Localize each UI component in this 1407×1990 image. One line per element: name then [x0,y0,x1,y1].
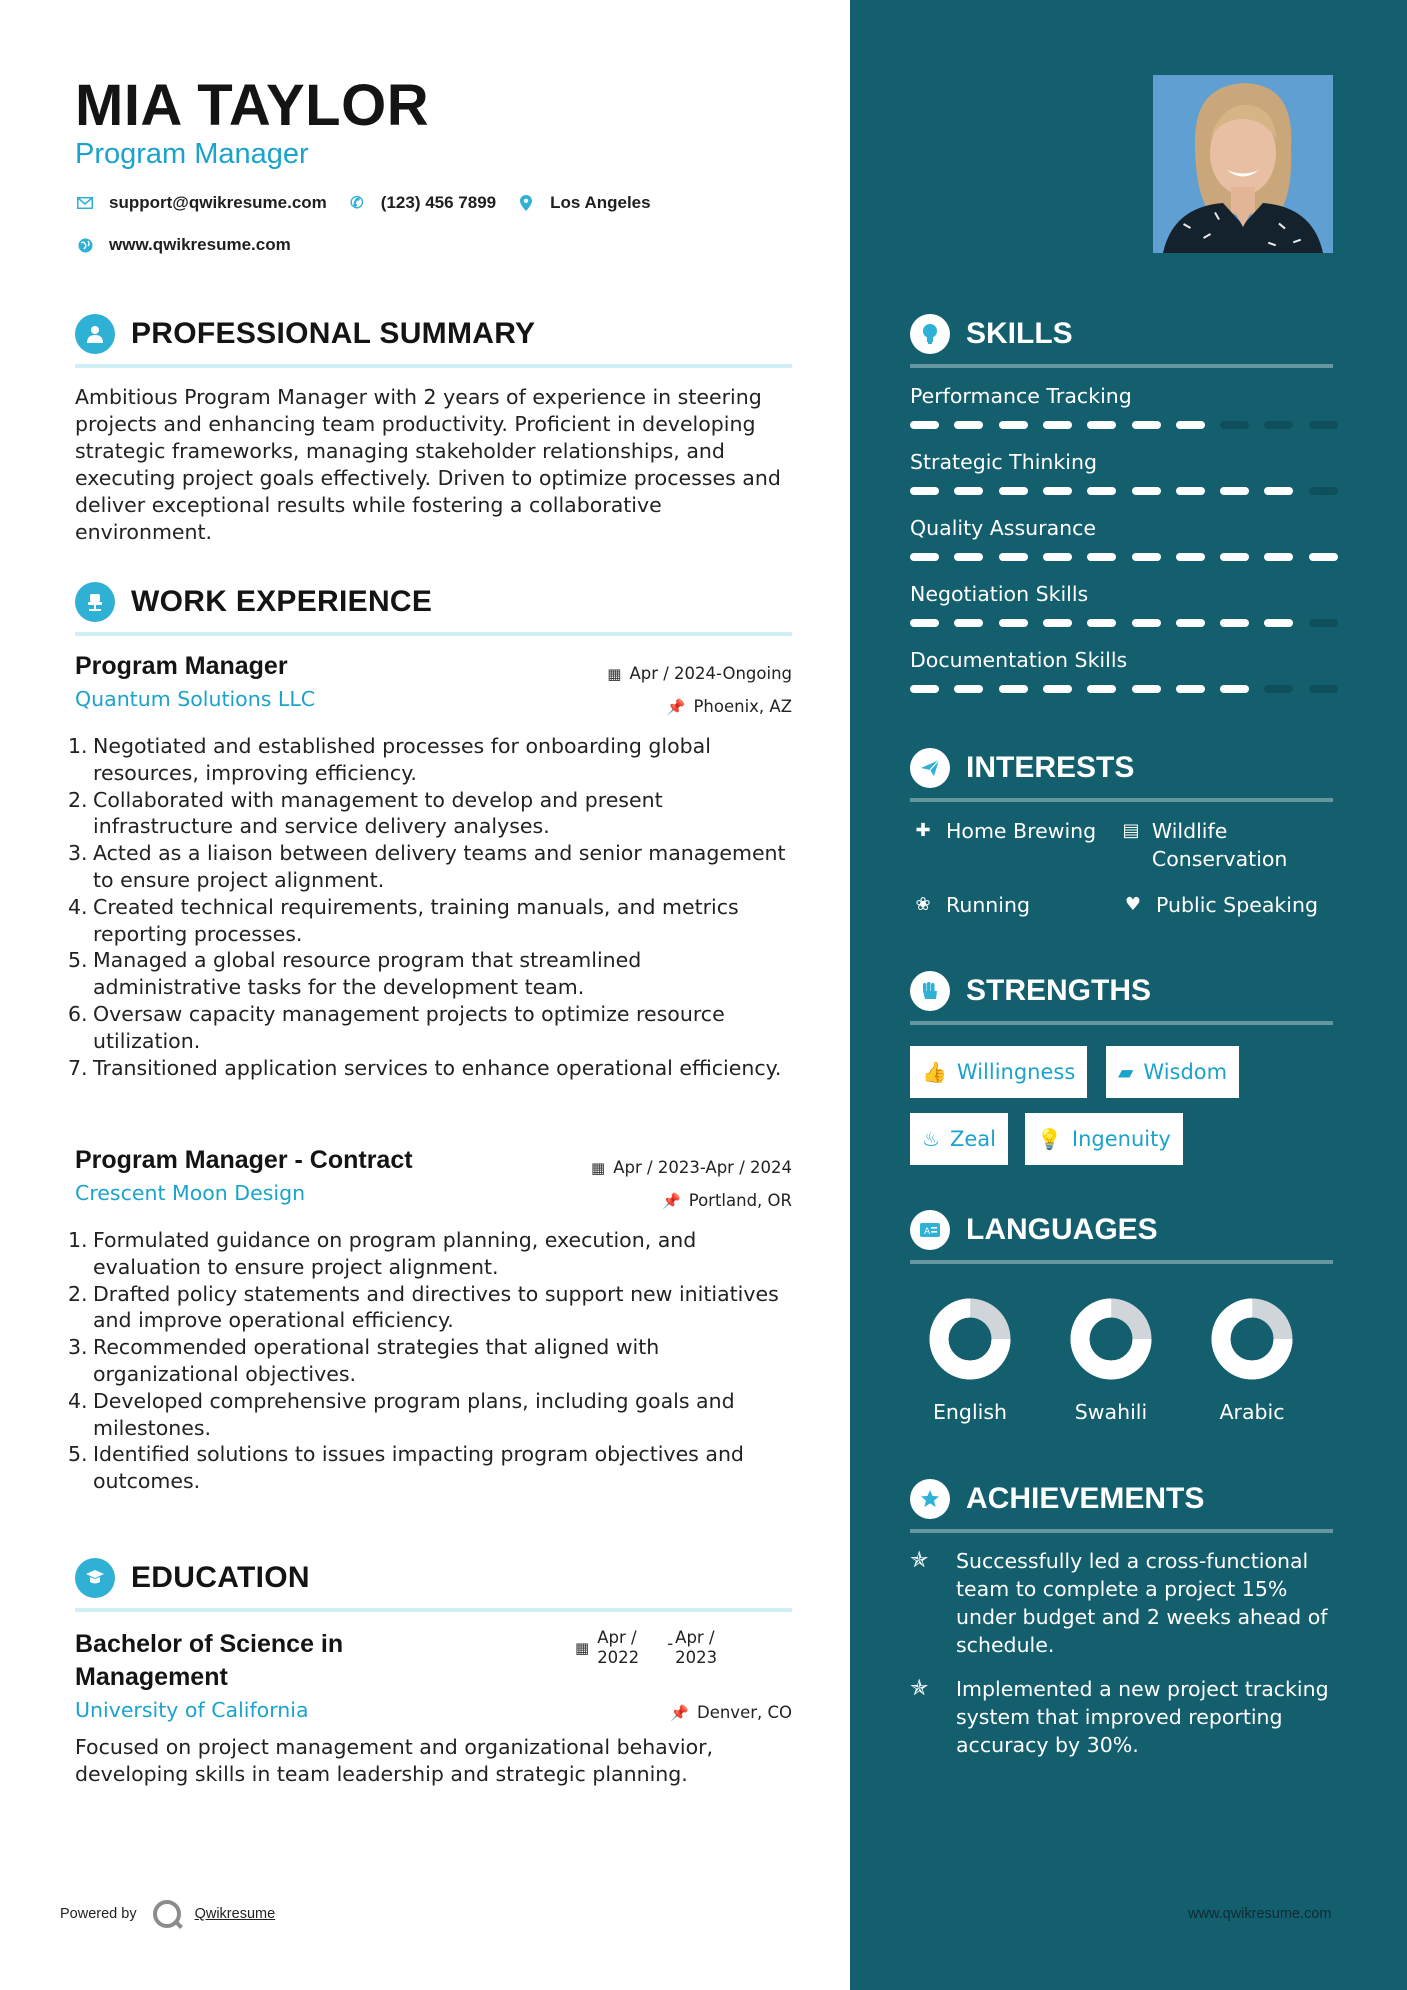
interest-label: Running [946,893,1031,917]
strength-tag [1106,1046,1239,1098]
skill-level-dash [910,619,939,627]
skill-level-dash [1087,553,1116,561]
skill-level-bar [910,553,1333,561]
skill-level-dash [1309,619,1338,627]
list-item: Drafted policy statements and directives to support new initiatives and improve operational efficiency. [93,1281,779,1333]
job-bullets [75,1227,792,1495]
language-item [910,1296,1030,1424]
skill-level-dash [1309,487,1338,495]
job-date-text: Apr / 2023-Apr / 2024 [613,1158,792,1177]
strength-label: Willingness [956,1060,1076,1084]
contact-row-1 [75,193,671,213]
pushpin-icon: 📌 [666,697,686,716]
job-title: Program Manager - Contract [75,1146,413,1174]
school-name: University of California [75,1698,309,1722]
language-ring [927,1296,1013,1382]
skill-level-bar [910,421,1333,429]
skill-level-dash [1176,421,1205,429]
qwikresume-logo-icon [153,1900,181,1928]
skill-level-dash [1220,487,1249,495]
book-icon: ▤ [1122,820,1140,841]
skills-section [910,312,1333,368]
job-entry [75,652,792,1122]
job-location [662,1191,792,1210]
language-name: Arabic [1219,1400,1285,1424]
skill-level-dash [1220,553,1249,561]
strength-tag [1025,1113,1183,1165]
lightbulb-icon [910,314,950,354]
section-divider [910,364,1333,368]
skill-item [910,450,1333,474]
contact-location [516,193,650,213]
skill-level-dash [999,619,1028,627]
skill-level-bar [910,619,1333,627]
skill-level-dash [1043,685,1072,693]
thumbs-up-icon: 👍 [922,1060,947,1084]
skill-level-dash [1176,553,1205,561]
calendar-icon: ▦ [575,1639,590,1657]
education-location [670,1703,792,1722]
section-divider [75,1608,792,1612]
skill-level-dash [1220,685,1249,693]
achievement-text: Successfully led a cross-functional team to complete a project 15% under budget and 2 weeks ahead of schedule. [956,1549,1328,1657]
map-pin-icon [516,195,536,211]
experience-section [75,580,792,636]
skill-level-dash [1132,685,1161,693]
language-card-icon [910,1210,950,1250]
list-item: Formulated guidance on program planning, execution, and evaluation to ensure project alignment. [93,1228,697,1279]
heart-pulse-icon: ♥ [1124,894,1142,915]
strengths-section [910,969,1333,1025]
list-item: Acted as a liaison between delivery teams and senior management to ensure project alignment. [93,841,786,892]
interests-heading: INTERESTS [966,751,1135,784]
skill-level-dash [1087,487,1116,495]
skill-level-dash [1087,685,1116,693]
list-item: Transitioned application services to enhance operational efficiency. [93,1055,782,1080]
skill-level-dash [1220,421,1249,429]
star-badge-icon [910,1479,950,1519]
flame-icon: ♨ [922,1127,940,1151]
interest-item [910,817,1115,845]
section-divider [75,364,792,368]
strength-tag [910,1046,1087,1098]
candidate-name: MIA TAYLOR [75,73,430,138]
job-location-text: Phoenix, AZ [693,697,792,716]
book-icon: ▰ [1118,1060,1134,1084]
job-location-text: Portland, OR [688,1191,792,1210]
languages-heading: LANGUAGES [966,1213,1158,1246]
section-divider [75,632,792,636]
skill-level-dash [999,421,1028,429]
candidate-role: Program Manager [75,138,309,170]
globe-icon [75,238,95,253]
list-item: Identified solutions to issues impacting program objectives and outcomes. [93,1442,744,1494]
raised-fist-icon [910,971,950,1011]
lightbulb-icon: 💡 [1037,1127,1062,1151]
achievement-text: Implemented a new project tracking system that improved reporting accuracy by 30%. [956,1677,1329,1757]
edu-date-start: Apr / 2022 [597,1628,640,1667]
interest-item [1120,817,1335,873]
contact-email[interactable] [75,193,327,213]
job-company: Crescent Moon Design [75,1181,306,1205]
email-text: support@qwikresume.com [109,193,327,212]
interest-item [910,891,1115,919]
skill-level-dash [999,553,1028,561]
skill-level-bar [910,685,1333,693]
skill-level-dash [1043,619,1072,627]
contact-phone[interactable] [347,193,496,213]
interests-section [910,746,1333,802]
profile-photo [1153,75,1333,253]
achievement-item [910,1547,1333,1659]
list-item: Developed comprehensive program plans, including goals and milestones. [93,1388,735,1440]
strength-label: Zeal [949,1127,996,1151]
language-name: Swahili [1074,1400,1148,1424]
pushpin-icon: 📌 [662,1191,681,1210]
skill-level-dash [1264,619,1293,627]
skill-level-dash [1132,619,1161,627]
education-heading: EDUCATION [131,1561,310,1594]
section-divider [910,1021,1333,1025]
list-item: Recommended operational strategies that aligned with organizational objectives. [93,1335,660,1386]
skill-level-dash [954,487,983,495]
job-bullets [75,733,792,1081]
envelope-icon [75,197,95,209]
skill-level-dash [1132,487,1161,495]
degree-title: Bachelor of Science in Management [75,1630,344,1691]
skill-name: Strategic Thinking [910,450,1097,474]
phone-text: (123) 456 7899 [380,193,497,212]
skill-level-dash [1132,421,1161,429]
job-entry [75,1146,792,1516]
job-date-text: Apr / 2024-Ongoing [629,664,792,683]
language-item [1051,1296,1171,1424]
language-item [1192,1296,1312,1424]
skill-level-dash [1309,685,1338,693]
skill-level-dash [999,685,1028,693]
skill-name: Negotiation Skills [910,582,1089,606]
education-dates [575,1628,735,1668]
skill-level-dash [1309,421,1338,429]
education-text: Focused on project management and organizational behavior, developing skills in team leadership and strategic planning. [75,1735,714,1786]
brand-link[interactable]: Qwikresume [194,1906,276,1922]
summary-heading: PROFESSIONAL SUMMARY [131,317,536,350]
shooting-star-icon: ✯ [910,1548,929,1573]
strengths-heading: STRENGTHS [966,974,1152,1007]
skill-item [910,516,1333,540]
skill-level-dash [1264,685,1293,693]
skill-item [910,648,1333,672]
education-section [75,1556,792,1612]
skill-level-dash [910,685,939,693]
edu-location-text: Denver, CO [696,1703,792,1722]
footer-site-link[interactable]: www.qwikresume.com [1188,1906,1332,1922]
list-item: Managed a global resource program that streamlined administrative tasks for the development team. [93,948,642,1000]
summary-section [75,312,792,546]
contact-website[interactable] [75,235,291,255]
skill-level-dash [1264,553,1293,561]
achievement-item [910,1675,1333,1759]
list-item: Oversaw capacity management projects to optimize resource utilization. [93,1001,725,1053]
skills-heading: SKILLS [966,317,1073,350]
skill-level-dash [999,487,1028,495]
list-item: Created technical requirements, training manuals, and metrics reporting processes. [93,894,739,946]
skill-level-dash [1264,487,1293,495]
strength-label: Wisdom [1143,1060,1228,1084]
job-title: Program Manager [75,652,288,680]
contact-row-2 [75,235,311,255]
interest-label: Public Speaking [1156,893,1318,917]
skill-level-dash [1087,619,1116,627]
language-name: English [932,1400,1008,1424]
summary-text: Ambitious Program Manager with 2 years of experience in steering projects and enhancing team productivity. Proficient in developing strategic frameworks, managing stakeholder relationships, and executing project goals effectively. Driven to optimize processes and deliver exceptional results while fostering a collaborative environment. [75,385,781,544]
experience-heading: WORK EXPERIENCE [131,585,433,618]
skill-level-dash [1220,619,1249,627]
list-item: Negotiated and established processes for onboarding global resources, improving efficiency. [93,734,711,785]
skill-level-dash [910,487,939,495]
section-divider [910,798,1333,802]
graduate-icon [75,1558,115,1598]
skill-level-dash [1264,421,1293,429]
calendar-icon: ▦ [591,1158,606,1177]
skill-item [910,384,1333,408]
powered-by [60,1900,275,1928]
skill-level-dash [1309,553,1338,561]
section-divider [910,1529,1333,1533]
skill-level-dash [1176,685,1205,693]
pushpin-icon: 📌 [670,1703,689,1722]
edu-date-separator: - [667,1634,674,1653]
skill-name: Performance Tracking [910,384,1132,408]
phone-icon: ✆ [350,195,364,212]
calendar-icon: ▦ [607,664,622,683]
skill-level-dash [954,685,983,693]
skill-name: Documentation Skills [910,648,1128,672]
skill-level-dash [1132,553,1161,561]
interest-label: Wildlife Conservation [1151,819,1288,871]
skill-level-dash [954,619,983,627]
language-ring [1209,1296,1295,1382]
paw-icon: ❀ [915,894,931,915]
strength-label: Ingenuity [1071,1127,1171,1151]
skill-level-dash [1043,553,1072,561]
education-entry [75,1628,792,1798]
user-icon [75,314,115,354]
skill-level-bar [910,487,1333,495]
language-ring [1068,1296,1154,1382]
skill-level-dash [1043,421,1072,429]
svg-text:A: A [924,1227,931,1237]
office-chair-icon [75,582,115,622]
strength-tag [910,1113,1008,1165]
skill-level-dash [1043,487,1072,495]
skill-level-dash [1087,421,1116,429]
list-item: Collaborated with management to develop and present infrastructure and service delivery analyses. [93,787,663,839]
job-company: Quantum Solutions LLC [75,687,316,711]
skill-level-dash [954,421,983,429]
edu-date-end: Apr / 2023 [675,1628,718,1667]
skill-level-dash [910,553,939,561]
job-location [667,697,792,716]
skill-level-dash [1176,487,1205,495]
section-divider [910,1260,1333,1264]
languages-section [910,1208,1333,1264]
powered-by-label: Powered by [60,1906,137,1922]
shooting-star-icon: ✯ [910,1676,929,1701]
job-date [607,664,792,683]
location-text: Los Angeles [550,193,651,212]
skill-item [910,582,1333,606]
paper-plane-icon [910,748,950,788]
job-date [591,1158,792,1177]
skill-level-dash [910,421,939,429]
achievements-section [910,1477,1333,1533]
skill-level-dash [954,553,983,561]
interest-item [1120,891,1335,919]
interest-label: Home Brewing [946,819,1097,843]
website-text: www.qwikresume.com [109,235,291,254]
puzzle-icon: ✚ [915,820,931,841]
achievements-heading: ACHIEVEMENTS [966,1482,1205,1515]
skill-level-dash [1176,619,1205,627]
skill-name: Quality Assurance [910,516,1097,540]
